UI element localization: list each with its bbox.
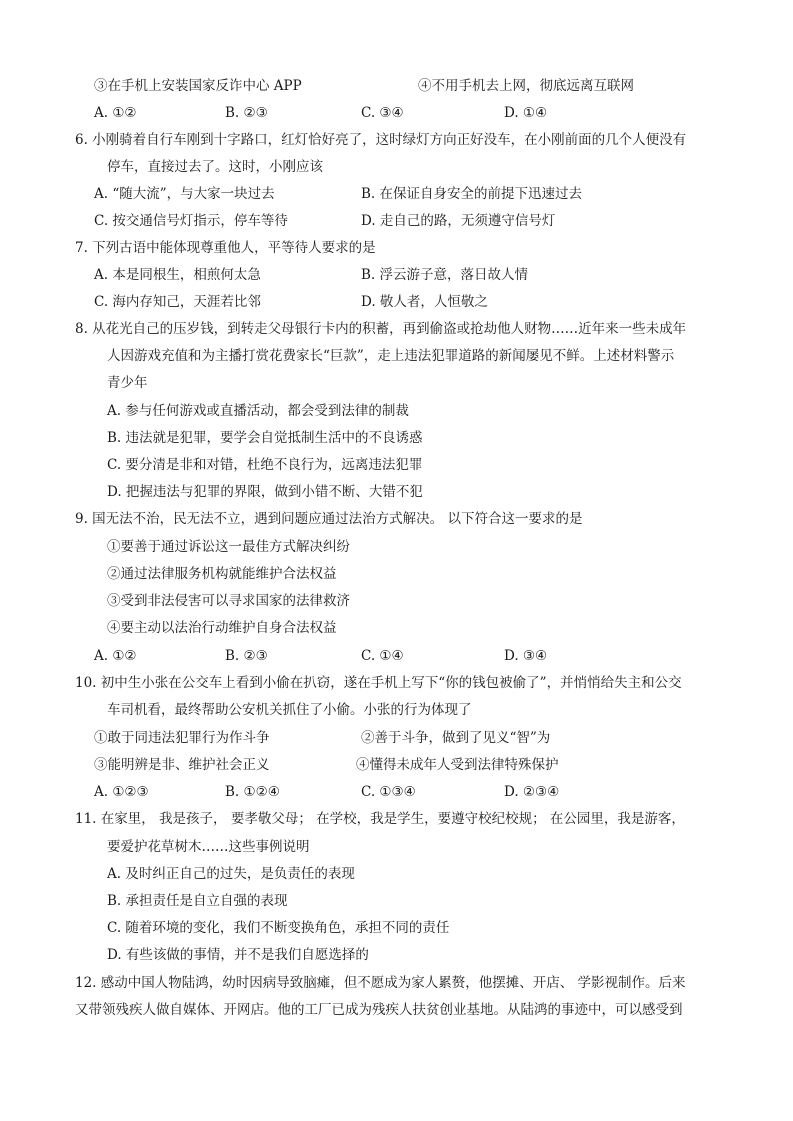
q7-stem: 7. 下列古语中能体现尊重他人，平等待人要求的是 [75,240,376,256]
q10-item-4: ④懂得未成年人受到法律特殊保护 [356,757,559,773]
q7-option-c: C. 海内存知己，天涯若比邻 [94,294,261,310]
q8-stem-line-3: 青少年 [107,375,148,391]
q5-option-c: C. ③④ [361,105,404,121]
q11-option-a: A. 及时纠正自己的过失，是负责任的表现 [107,866,355,882]
q11-stem-line-1: 11. 在家里， 我是孩子， 要孝敬父母； 在学校，我是学生，要遵守校纪校规； 在公园里，我是游客， [75,811,685,827]
q11-stem-line-2: 要爱护花草树木……这些事例说明 [107,839,310,855]
q10-item-2: ②善于斗争，做到了见义“智”为 [361,730,551,746]
q9-option-b: B. ②③ [225,648,268,664]
q5-option-a: A. ①② [94,105,137,121]
q8-option-d: D. 把握违法与犯罪的界限，做到小错不断、大错不犯 [107,484,423,500]
q5-item-3: ③在手机上安装国家反诈中心 APP [94,78,302,94]
q9-item-4: ④要主动以法治行动维护自身合法权益 [107,620,337,636]
q5-option-b: B. ②③ [225,105,268,121]
q9-option-d: D. ③④ [504,648,548,664]
q11-option-c: C. 随着环境的变化，我们不断变换角色，承担不同的责任 [107,920,450,936]
q9-option-c: C. ①④ [361,648,404,664]
q11-option-b: B. 承担责任是自立自强的表现 [107,893,288,909]
q10-stem-line-2: 车司机看，最终帮助公安机关抓住了小偷。小张的行为体现了 [107,702,472,718]
q8-option-a: A. 参与任何游戏或直播活动，都会受到法律的制裁 [107,403,409,419]
q9-option-a: A. ①② [94,648,137,664]
q12-stem-line-1: 12. 感动中国人物陆鸿，幼时因病导致脑瘫，但不愿成为家人累赘，他摆摊、开店、 学影视制作。后来 [75,975,686,991]
q5-item-4: ④不用手机去上网，彻底远离互联网 [418,78,634,94]
q9-item-1: ①要善于通过诉讼这一最佳方式解决纠纷 [107,539,350,555]
q7-option-a: A. 本是同根生，相煎何太急 [94,267,261,283]
q6-stem-line-1: 6. 小刚骑着自行车刚到十字路口，红灯恰好亮了，这时绿灯方向正好没车，在小刚前面的几个人便没有 [75,132,687,148]
q8-stem-line-1: 8. 从花光自己的压岁钱，到转走父母银行卡内的积蓄，再到偷盗或抢劫他人财物……近年来一些未成年 [75,321,687,337]
q10-item-3: ③能明辨是非、维护社会正义 [94,757,270,773]
q7-option-d: D. 敬人者，人恒敬之 [361,294,488,310]
q9-item-3: ③受到非法侵害可以寻求国家的法律救济 [107,593,350,609]
q8-option-b: B. 违法就是犯罪，要学会自觉抵制生活中的不良诱惑 [107,430,423,446]
q10-stem-line-1: 10. 初中生小张在公交车上看到小偷在扒窃，遂在手机上写下“你的钱包被偷了”，并悄悄给失主和公交 [75,675,682,691]
q10-item-1: ①敢于同违法犯罪行为作斗争 [94,730,270,746]
q7-option-b: B. 浮云游子意，落日故人情 [361,267,529,283]
q6-option-a: A. “随大流”，与大家一块过去 [94,186,275,202]
q12-stem-line-2: 又带领残疾人做自媒体、开网店。他的工厂已成为残疾人扶贫创业基地。从陆鸿的事迹中，可以感受到 [75,1002,683,1018]
q8-stem-line-2: 人因游戏充值和为主播打赏花费家长“巨款”，走上违法犯罪道路的新闻屡见不鲜。上述材料警示 [107,348,675,364]
q10-option-b: B. ①②④ [225,784,280,800]
q10-option-d: D. ②③④ [504,784,560,800]
q11-option-d: D. 有些该做的事情，并不是我们自愿选择的 [107,947,369,963]
q6-stem-line-2: 停车，直接过去了。这时，小刚应该 [107,159,323,175]
q10-option-a: A. ①②③ [94,784,149,800]
q6-option-c: C. 按交通信号灯指示，停车等待 [94,213,288,229]
q9-item-2: ②通过法律服务机构就能维护合法权益 [107,566,337,582]
q5-option-d: D. ①④ [504,105,548,121]
q6-option-b: B. 在保证自身安全的前提下迅速过去 [361,186,583,202]
q10-option-c: C. ①③④ [361,784,416,800]
q8-option-c: C. 要分清是非和对错，杜绝不良行为，远离违法犯罪 [107,457,423,473]
q6-option-d: D. 走自己的路，无须遵守信号灯 [361,213,556,229]
q9-stem: 9. 国无法不治，民无法不立，遇到问题应通过法治方式解决。 以下符合这一要求的是 [75,511,583,527]
